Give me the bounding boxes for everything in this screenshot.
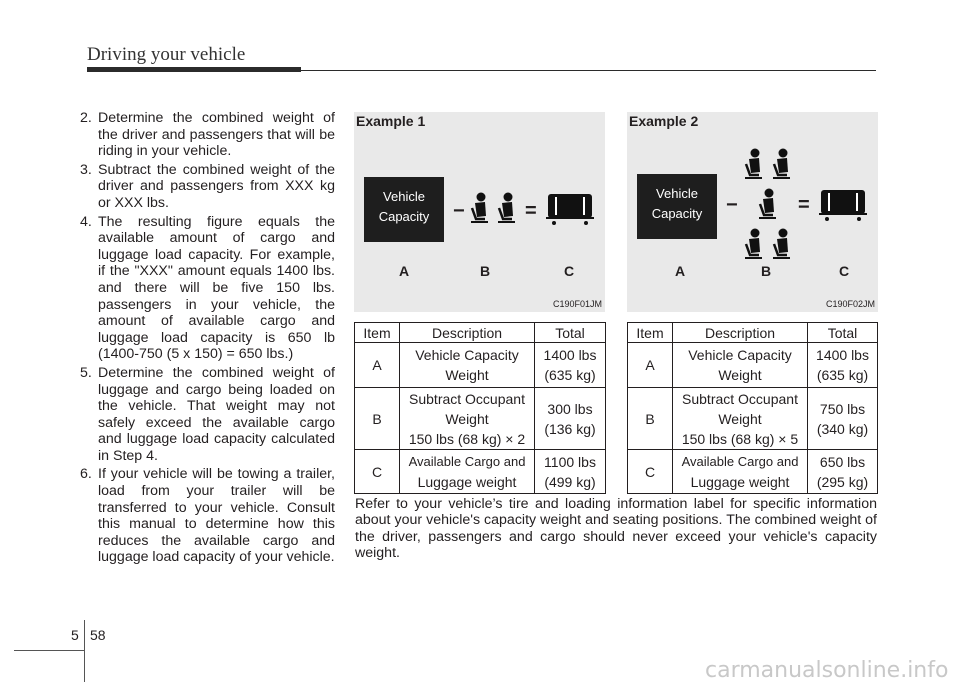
label-b: B: [761, 263, 772, 279]
steps-list: [80, 110, 335, 568]
example-1-title: Example 1: [356, 113, 426, 129]
total-line: (295 kg): [816, 473, 869, 490]
total-line: 650 lbs: [819, 453, 866, 470]
page-header-title: Driving your vehicle: [87, 44, 246, 65]
total-line: 1400 lbs: [816, 347, 869, 363]
label-a: A: [399, 263, 410, 279]
total-line: 1100 lbs: [544, 453, 596, 470]
desc-line: Weight: [718, 410, 762, 427]
cell-item: C: [355, 450, 400, 494]
total-line: (635 kg): [816, 367, 869, 383]
passenger-seat-icon: [466, 192, 490, 226]
equals-sign: =: [525, 200, 537, 222]
step-number: 4.: [80, 213, 92, 230]
desc-line: Subtract Occupant: [409, 390, 525, 407]
cell-item: B: [355, 388, 400, 450]
cell-item: B: [628, 388, 673, 450]
passenger-seat-icon: [754, 188, 778, 222]
step-item: [80, 214, 335, 363]
body-paragraph: Refer to your vehicle’s tire and loading information label for specific information about your vehicle's capacity weight and seating positions. The combined weight of the driver, passengers and cargo should never exceed your vehicle's capacity weight.: [355, 496, 877, 561]
header-description: Description: [673, 323, 808, 343]
total-line: (635 kg): [544, 367, 596, 383]
vehicle-capacity-box: [364, 177, 444, 242]
step-item: [80, 162, 335, 212]
cell-item: A: [355, 343, 400, 388]
label-b: B: [480, 263, 491, 279]
desc-line: Luggage weight: [417, 473, 517, 490]
desc-line: Vehicle Capacity: [415, 347, 519, 363]
example-1-table: [354, 322, 606, 494]
cell-description: [400, 388, 535, 450]
cell-description: [673, 388, 808, 450]
footer-divider-vertical: [84, 620, 85, 682]
footer-divider-horizontal: [14, 650, 84, 651]
desc-line: Available Cargo and: [681, 453, 799, 469]
step-number: 5.: [80, 364, 92, 381]
desc-line: Vehicle Capacity: [688, 347, 792, 363]
passenger-seat-icon: [740, 148, 764, 182]
table-row: [355, 388, 606, 450]
cell-item: A: [628, 343, 673, 388]
example-2-title: Example 2: [629, 113, 699, 129]
table-header-row: [628, 323, 878, 343]
capacity-label-line2: Capacity: [651, 206, 703, 221]
desc-line: Weight: [718, 367, 762, 383]
step-text: The resulting figure equals the available amount of cargo and luggage load capacity. For example, if the "XXX" amount equals 1400 lbs. and there will be five 150 lbs. passengers in your vehicle, the amount of available cargo and luggage load capacity is 650 lb (1400-750 (5 x 150) = 650 lbs.): [98, 213, 335, 363]
cell-total: [535, 450, 606, 494]
desc-line: Weight: [445, 410, 489, 427]
table-row: [355, 343, 606, 388]
table-row: [628, 388, 878, 450]
page-number: 58: [90, 627, 106, 643]
step-text: Determine the combined weight of the driver and passengers that will be riding in your vehicle.: [98, 110, 335, 160]
equals-sign: =: [798, 194, 810, 216]
example-2-table: [627, 322, 878, 494]
cargo-icon: [817, 188, 869, 224]
header-total: Total: [808, 323, 878, 343]
cell-total: [535, 343, 606, 388]
figure-code: C190F02JM: [825, 299, 875, 309]
step-item: [80, 466, 335, 566]
step-text: Determine the combined weight of luggage and cargo being loaded on the vehicle. That weight may not safely exceed the available cargo and luggage load capacity calculated in Step 4.: [98, 364, 335, 464]
header-rule-thick: [87, 67, 301, 72]
cargo-icon: [544, 192, 596, 228]
cell-total: [808, 450, 878, 494]
minus-sign: −: [726, 194, 738, 216]
table-header-row: [355, 323, 606, 343]
cell-total: [808, 388, 878, 450]
label-c: C: [839, 263, 850, 279]
cell-description: [673, 450, 808, 494]
label-c: C: [564, 263, 575, 279]
step-item: [80, 365, 335, 465]
step-text: If your vehicle will be towing a trailer, load from your trailer will be transferred to your vehicle. Consult this manual to determine how this reduces the available cargo and luggage load capacity of your vehicle.: [98, 466, 335, 566]
example-2-figure: [627, 112, 878, 312]
total-line: (340 kg): [816, 420, 869, 437]
passenger-seat-icon: [493, 192, 517, 226]
cell-item: C: [628, 450, 673, 494]
capacity-label-line2: Capacity: [378, 209, 430, 224]
minus-sign: −: [453, 200, 465, 222]
watermark: carmanualsonline.info: [705, 658, 949, 683]
header-item: Item: [355, 323, 400, 343]
step-number: 6.: [80, 466, 92, 483]
header-total: Total: [535, 323, 606, 343]
desc-line: Weight: [445, 367, 489, 383]
header-item: Item: [628, 323, 673, 343]
total-line: 300 lbs: [547, 400, 593, 417]
step-item: [80, 110, 335, 160]
total-line: (499 kg): [544, 473, 596, 490]
capacity-label-line1: Vehicle: [656, 186, 698, 201]
total-line: 1400 lbs: [543, 347, 597, 363]
label-a: A: [675, 263, 686, 279]
section-number: 5: [71, 627, 79, 643]
step-text: Subtract the combined weight of the driver and passengers from XXX kg or XXX lbs.: [98, 161, 335, 211]
step-number: 3.: [80, 161, 92, 178]
header-description: Description: [400, 323, 535, 343]
total-line: 750 lbs: [819, 400, 866, 417]
desc-line: 150 lbs (68 kg) × 2: [408, 430, 526, 447]
desc-line: 150 lbs (68 kg) × 5: [681, 430, 799, 447]
desc-line: Available Cargo and: [408, 453, 526, 469]
cell-total: [808, 343, 878, 388]
example-1-figure: [354, 112, 605, 312]
total-line: (136 kg): [544, 420, 596, 437]
vehicle-capacity-box: [637, 174, 717, 239]
step-number: 2.: [80, 110, 92, 126]
cell-description: [400, 343, 535, 388]
desc-line: Luggage weight: [690, 473, 790, 490]
cell-description: [673, 343, 808, 388]
capacity-label-line1: Vehicle: [383, 189, 425, 204]
passenger-seat-icon: [768, 228, 792, 262]
passenger-seat-icon: [740, 228, 764, 262]
figure-code: C190F01JM: [552, 299, 602, 309]
table-row: [355, 450, 606, 494]
table-row: [628, 343, 878, 388]
table-row: [628, 450, 878, 494]
cell-total: [535, 388, 606, 450]
desc-line: Subtract Occupant: [682, 390, 798, 407]
header-rule-thin: [301, 70, 876, 71]
cell-description: [400, 450, 535, 494]
passenger-seat-icon: [768, 148, 792, 182]
